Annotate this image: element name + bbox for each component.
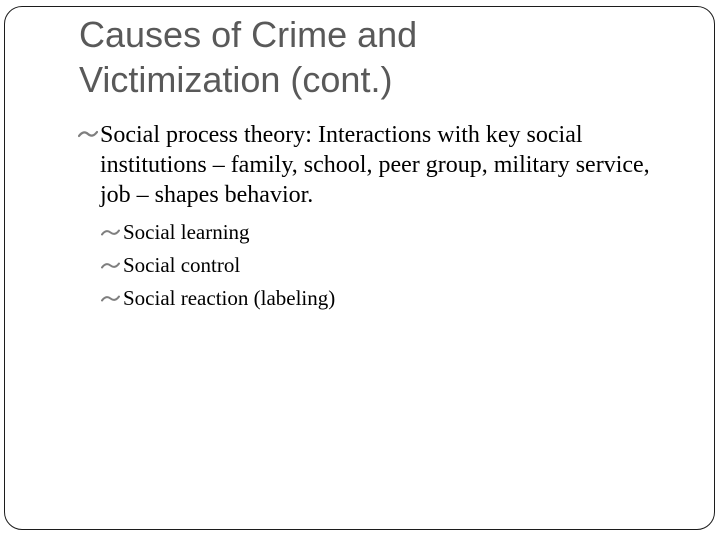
- sub-bullet-text: Social learning: [123, 220, 250, 244]
- sub-bullet-item: [101, 282, 678, 315]
- sub-bullet-item: [101, 216, 678, 249]
- slide-title-line: Causes of Crime and: [79, 14, 418, 55]
- slide-body: [78, 120, 678, 315]
- sub-bullet-item: [101, 249, 678, 282]
- bullet-item: [78, 120, 678, 210]
- sub-bullet-text: Social control: [123, 253, 241, 277]
- wave-bullet-icon: [101, 228, 120, 237]
- bullet-text: Social process theory: Interactions with key social institutions – family, school, peer group, military service, job – shapes behavior.: [100, 122, 650, 208]
- wave-bullet-icon: [101, 261, 120, 270]
- slide-title: [79, 12, 679, 102]
- slide-title-line: Victimization (cont.): [79, 59, 393, 100]
- wave-bullet-icon: [101, 294, 120, 303]
- wave-bullet-icon: [78, 129, 98, 139]
- sub-bullet-list: [78, 216, 678, 315]
- sub-bullet-text: Social reaction (labeling): [123, 286, 336, 310]
